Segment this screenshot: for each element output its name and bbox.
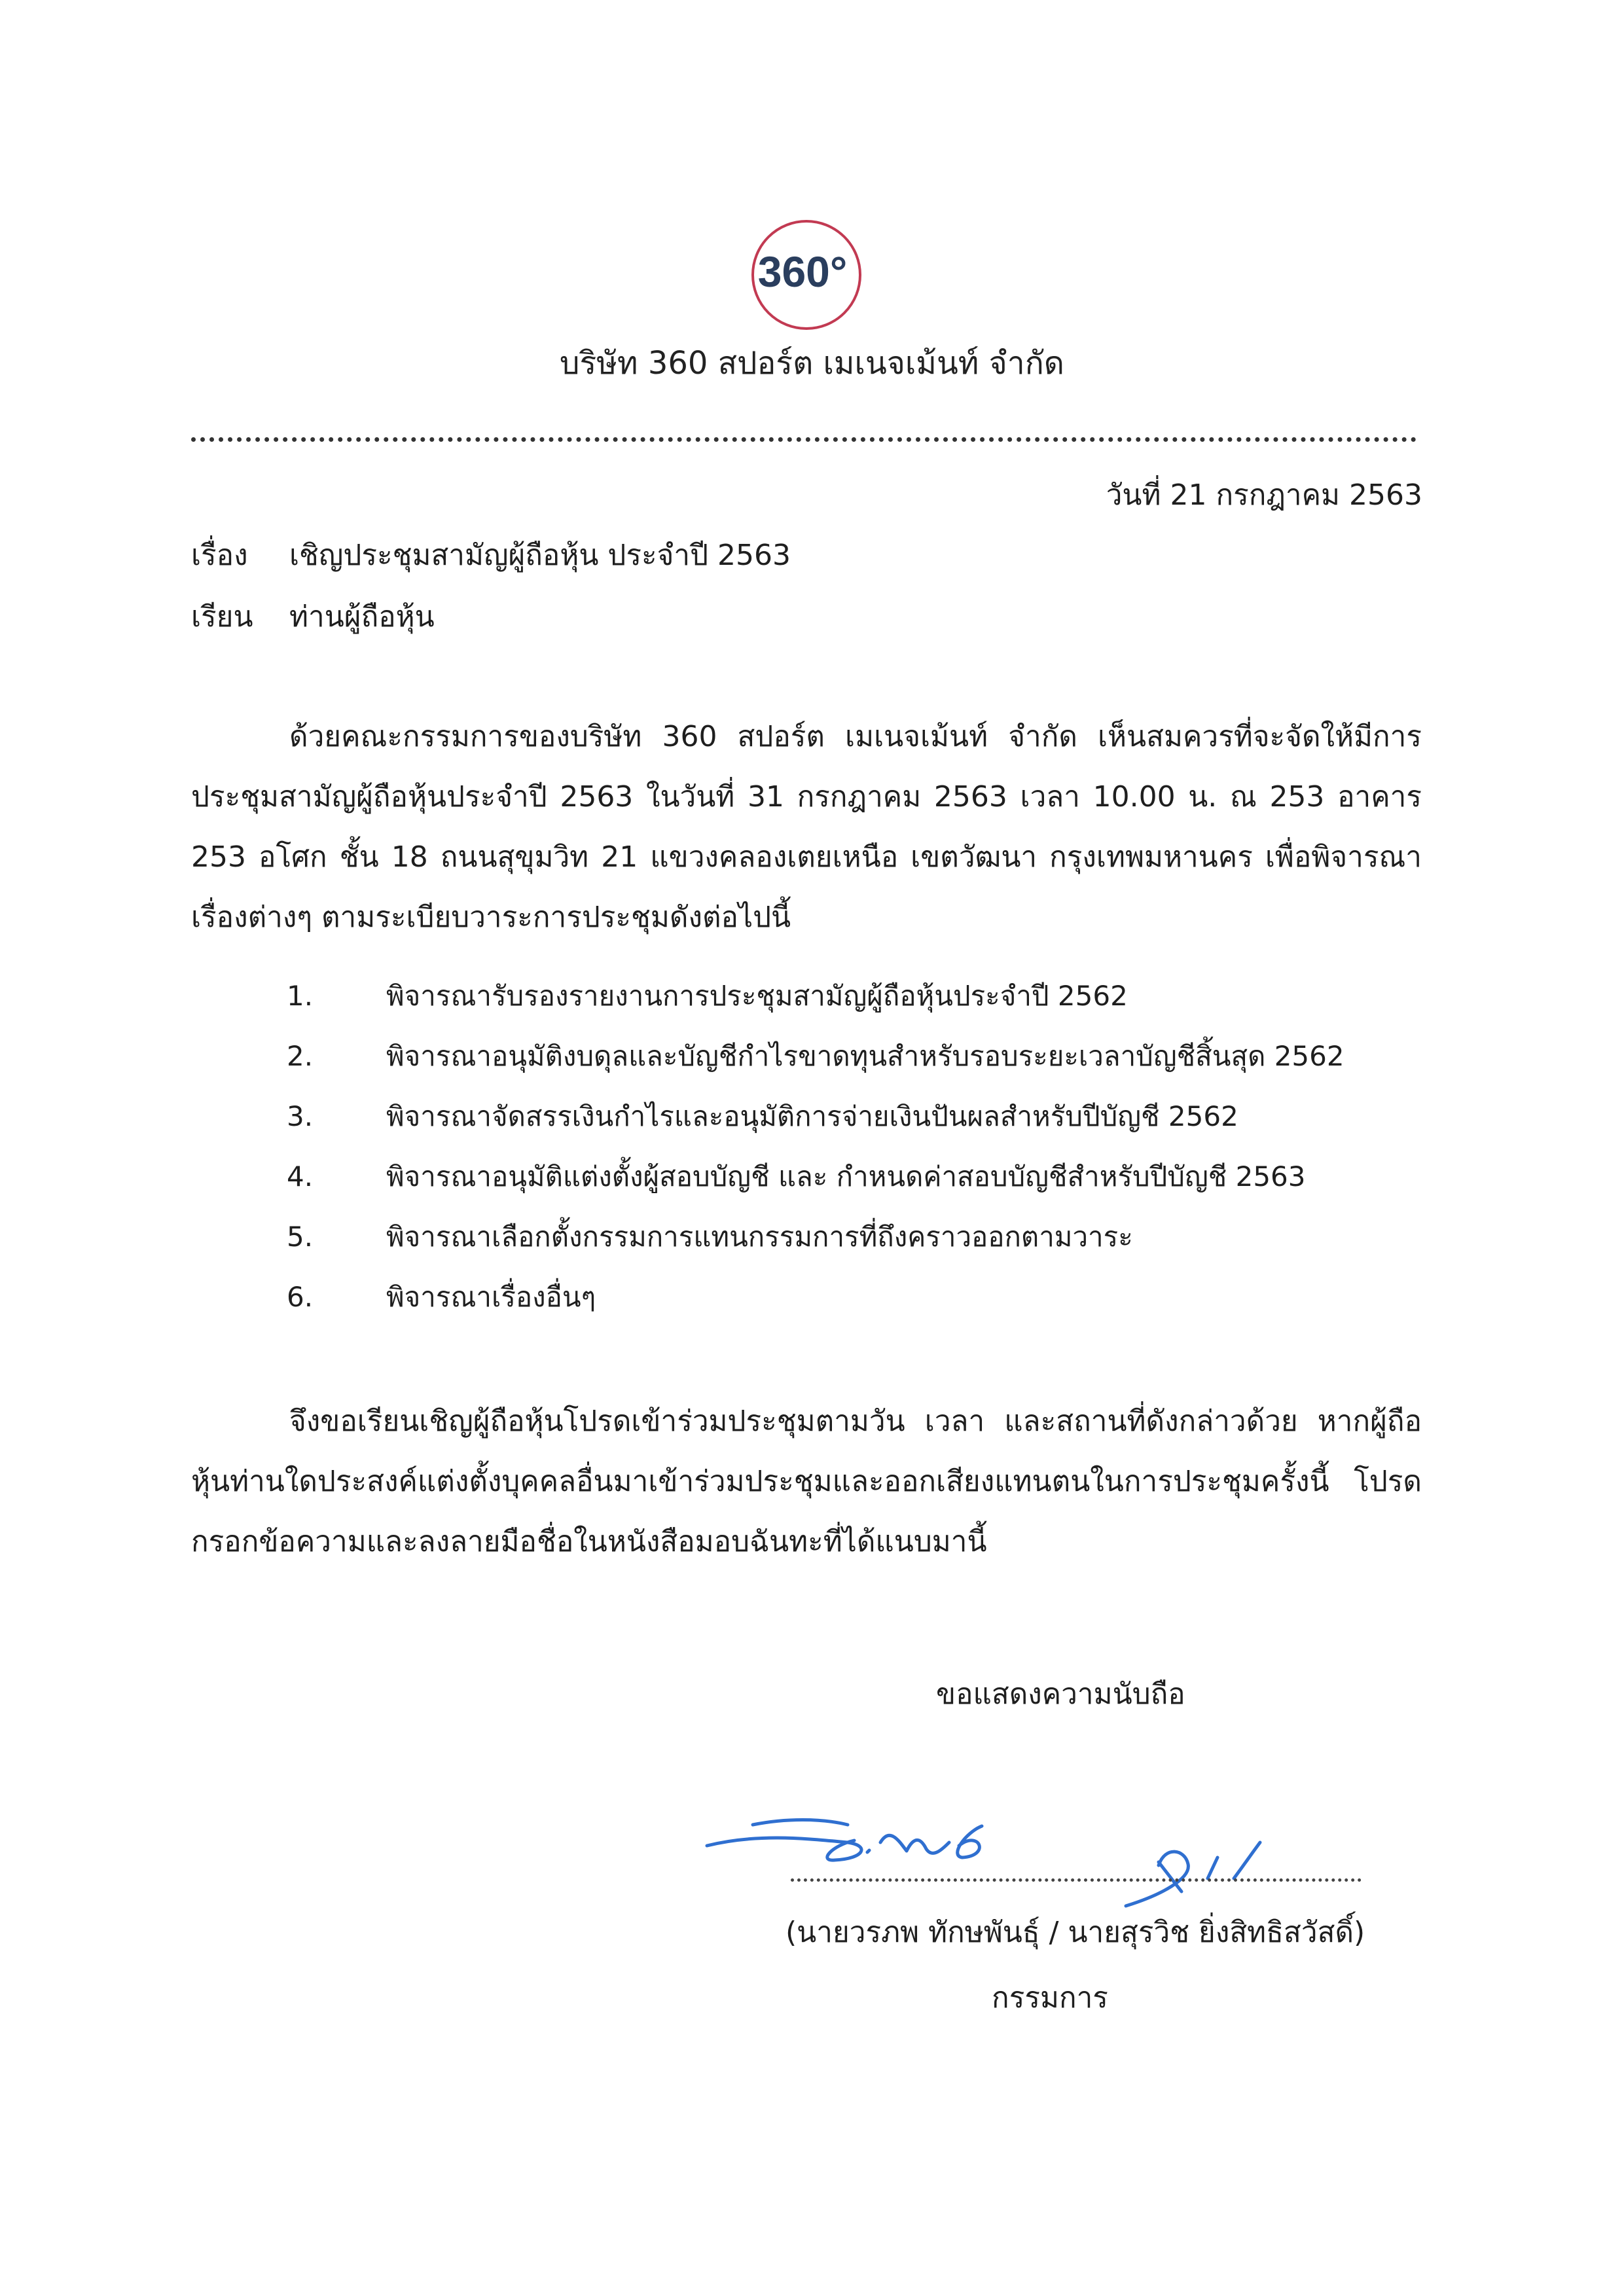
agenda-item xyxy=(287,1147,1399,1207)
agenda-text: พิจารณาเลือกตั้งกรรมการแทนกรรมการที่ถึงคราวออกตามวาระ xyxy=(386,1221,1133,1253)
closing-salutation: ขอแสดงความนับถือ xyxy=(936,1677,1185,1711)
agenda-number: 5. xyxy=(287,1221,314,1253)
agenda-item xyxy=(287,966,1399,1026)
agenda-item xyxy=(287,1207,1399,1267)
invitation-paragraph: จึงขอเรียนเชิญผู้ถือหุ้นโปรดเข้าร่วมประชุมตามวัน เวลา และสถานที่ดังกล่าวด้วย หากผู้ถือหุ้นท่านใดประสงค์แต่งตั้งบุคคลอื่นมาเข้าร่วมประชุมและออกเสียงแทนตนในการประชุมครั้งนี้ โปรดกรอกข้อความและลงลายมือชื่อในหนังสือมอบฉันทะที่ได้แนบมานี้ xyxy=(191,1405,1422,1558)
intro-paragraph: ด้วยคณะกรรมการของบริษัท 360 สปอร์ต เมเนจเม้นท์ จำกัด เห็นสมควรที่จะจัดให้มีการประชุมสามัญผู้ถือหุ้นประจำปี 2563 ในวันที่ 31 กรกฎาคม 2563 เวลา 10.00 น. ณ 253 อาคาร 253 อโศก ชั้น 18 ถนนสุขุมวิท 21 แขวงคลองเตยเหนือ เขตวัฒนา กรุงเทพมหานคร เพื่อพิจารณาเรื่องต่างๆ ตามระเบียบวาระการประชุมดังต่อไปนี้ xyxy=(191,720,1422,934)
signer-position: กรรมการ xyxy=(992,1981,1108,2015)
logo-text: 360° xyxy=(757,247,848,296)
agenda-text: พิจารณาอนุมัติงบดุลและบัญชีกำไรขาดทุนสำหรับรอบระยะเวลาบัญชีสิ้นสุด 2562 xyxy=(386,1040,1344,1072)
recipient-label: เรียน xyxy=(191,600,253,634)
agenda-item xyxy=(287,1026,1399,1086)
agenda-number: 3. xyxy=(287,1100,314,1132)
subject-text: เชิญประชุมสามัญผู้ถือหุ้น ประจำปี 2563 xyxy=(289,539,791,572)
agenda-list xyxy=(287,966,1399,1327)
handwritten-signature xyxy=(700,1780,1329,1924)
letter-date: วันที่ 21 กรกฎาคม 2563 xyxy=(1106,478,1422,512)
agenda-item xyxy=(287,1267,1399,1327)
agenda-number: 6. xyxy=(287,1281,314,1313)
company-logo xyxy=(748,216,865,334)
subject-label: เรื่อง xyxy=(191,539,248,572)
agenda-text: พิจารณารับรองรายงานการประชุมสามัญผู้ถือหุ้นประจำปี 2562 xyxy=(386,980,1128,1012)
agenda-item xyxy=(287,1086,1399,1147)
agenda-text: พิจารณาจัดสรรเงินกำไรและอนุมัติการจ่ายเงินปันผลสำหรับปีบัญชี 2562 xyxy=(386,1100,1238,1132)
agenda-number: 4. xyxy=(287,1160,314,1193)
agenda-text: พิจารณาเรื่องอื่นๆ xyxy=(386,1281,596,1313)
agenda-number: 1. xyxy=(287,980,314,1012)
company-name: บริษัท 360 สปอร์ต เมเนจเม้นท์ จำกัด xyxy=(560,345,1064,382)
recipient-text: ท่านผู้ถือหุ้น xyxy=(289,600,435,634)
agenda-text: พิจารณาอนุมัติแต่งตั้งผู้สอบบัญชี และ กำหนดค่าสอบบัญชีสำหรับปีบัญชี 2563 xyxy=(386,1160,1306,1193)
agenda-number: 2. xyxy=(287,1040,314,1072)
header-divider xyxy=(191,437,1416,442)
signer-names: (นายวรภพ ทักษพันธุ์ / นายสุรวิช ยิ่งสิทธิสวัสดิ์) xyxy=(785,1916,1365,1949)
signature-line xyxy=(791,1878,1362,1882)
